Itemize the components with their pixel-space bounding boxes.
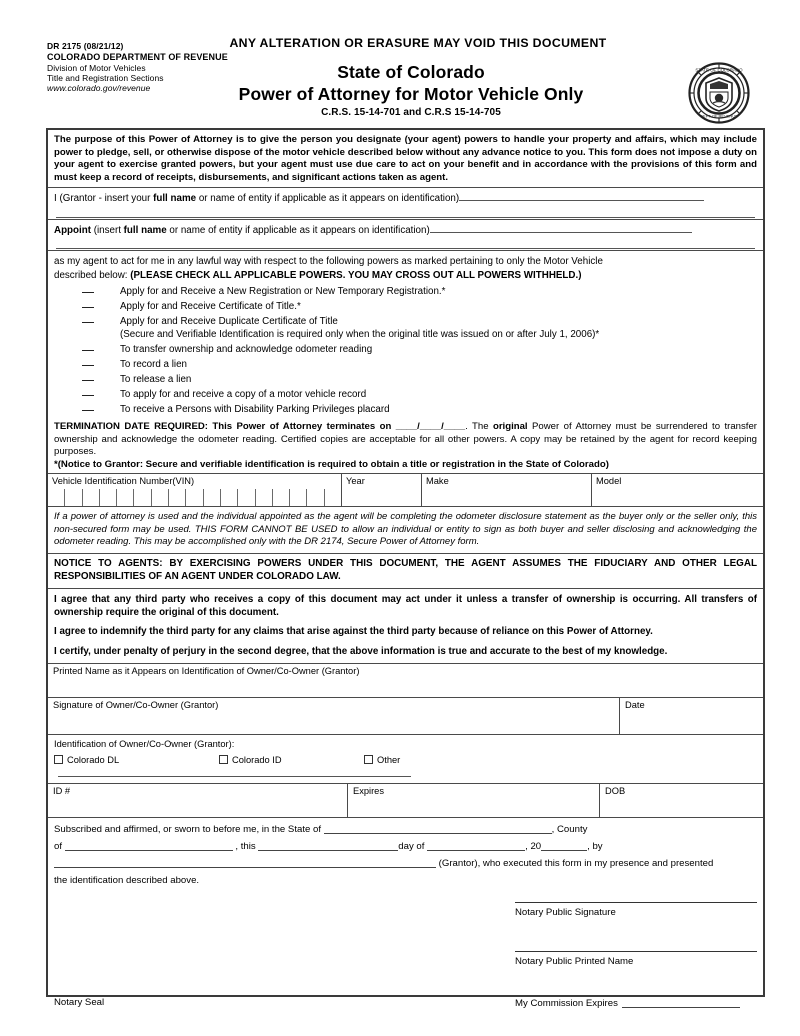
checkbox-box-icon[interactable] <box>54 755 63 764</box>
notary-this-label: , this <box>235 841 256 853</box>
grantor-name-prompt <box>54 191 757 206</box>
notary-line-4: the identification described above. <box>54 874 200 886</box>
identification-details-row <box>48 783 763 818</box>
grantor-prompt-prefix: I (Grantor - insert your <box>54 193 154 205</box>
page-subtitle: Power of Attorney for Motor Vehicle Only <box>238 84 584 104</box>
make-cell[interactable] <box>422 474 592 506</box>
appoint-prompt-mid: or name of entity if applicable as it appears on identification) <box>166 224 430 236</box>
power-note-label: (Secure and Verifiable Identification is required only when the original title was issued on or after July 1, 2006)* <box>120 328 600 340</box>
notary-county-input[interactable] <box>65 839 233 851</box>
power-label: Apply for and Receive Certificate of Title.* <box>120 300 301 312</box>
power-check-blank[interactable] <box>82 322 94 323</box>
alteration-notice: ANY ALTERATION OR ERASURE MAY VOID THIS DOCUMENT <box>229 36 607 50</box>
notary-commission-input[interactable] <box>622 996 740 1008</box>
notary-state-prompt: Subscribed and affirmed, or sworn to before me, in the State of <box>54 824 321 836</box>
termination-label: TERMINATION DATE REQUIRED: This Power of Attorney terminates on <box>54 421 392 433</box>
grantor-name-input-line-1[interactable] <box>459 191 704 201</box>
purpose-section <box>48 130 763 187</box>
agent-intro-line1: as my agent to act for me in any lawful way with respect to the following powers as marked pertaining to only the Motor Vehicle <box>54 256 603 268</box>
power-check-blank[interactable] <box>82 307 94 308</box>
notary-state-input[interactable] <box>324 822 552 834</box>
notary-year-prefix: , 20 <box>525 841 542 853</box>
svg-text:DEPT OF REVENUE: DEPT OF REVENUE <box>700 113 738 119</box>
power-item[interactable] <box>54 342 757 357</box>
signature-label: Signature of Owner/Co-Owner (Grantor) <box>53 699 219 710</box>
signature-date-field[interactable] <box>620 698 763 734</box>
power-item[interactable] <box>54 314 757 329</box>
appointee-name-input-line-2[interactable] <box>56 238 755 249</box>
notary-line-1 <box>54 822 757 839</box>
checkbox-other[interactable] <box>364 755 400 765</box>
year-cell[interactable] <box>342 474 422 506</box>
power-item[interactable] <box>54 284 757 299</box>
power-label: To release a lien <box>120 373 192 385</box>
statute-reference: C.R.S. 15-14-701 and C.R.S 15-14-705 <box>321 107 501 118</box>
termination-date-blanks[interactable]: ____/____/____ <box>395 421 466 433</box>
svg-text:STATE OF COLORADO: STATE OF COLORADO <box>695 67 743 73</box>
power-label: Apply for and Receive Duplicate Certificate of Title <box>120 315 338 327</box>
notice-to-agents-section <box>48 553 763 588</box>
printed-name-row <box>48 663 763 697</box>
vin-character-boxes[interactable] <box>48 489 341 506</box>
model-cell[interactable] <box>592 474 763 506</box>
checkbox-colorado-dl[interactable] <box>54 754 219 767</box>
power-check-blank[interactable] <box>82 365 94 366</box>
agreement-paragraph: I agree to indemnify the third party for any claims that arise against the third party because of reliance on this Power of Attorney. <box>54 626 653 638</box>
power-item-note <box>54 329 757 342</box>
checkbox-other-label: Other <box>377 754 401 765</box>
power-label: To record a lien <box>120 358 187 370</box>
notary-grantor-suffix: (Grantor), who executed this form in my presence and presented <box>438 858 714 870</box>
notary-year-input[interactable] <box>541 839 587 851</box>
checkbox-colorado-id[interactable] <box>219 754 364 767</box>
agent-intro-line2 <box>54 269 757 283</box>
notary-commission-expires <box>515 994 757 1013</box>
dob-label: DOB <box>605 786 626 797</box>
department-name: COLORADO DEPARTMENT OF REVENUE <box>47 52 228 63</box>
power-item[interactable] <box>54 387 757 402</box>
notary-dayof-label: day of <box>398 841 425 853</box>
model-label: Model <box>596 476 622 487</box>
notary-seal-label: Notary Seal <box>54 996 105 1008</box>
appointee-name-input-line-1[interactable] <box>430 223 692 233</box>
power-label: Apply for and Receive a New Registration or New Temporary Registration.* <box>120 285 446 297</box>
year-label: Year <box>346 476 365 487</box>
power-check-blank[interactable] <box>82 380 94 381</box>
division-name: Division of Motor Vehicles <box>47 62 146 73</box>
power-check-blank[interactable] <box>82 395 94 396</box>
make-label: Make <box>426 476 449 487</box>
signature-field[interactable] <box>48 698 620 734</box>
other-identification-input[interactable] <box>58 767 411 777</box>
termination-original-bold: original <box>492 421 528 433</box>
termination-after-1: . The <box>465 421 493 433</box>
checkbox-box-icon[interactable] <box>364 755 373 764</box>
identification-section <box>48 734 763 783</box>
power-item[interactable] <box>54 402 757 417</box>
printed-name-label: Printed Name as it Appears on Identification of Owner/Co-Owner (Grantor) <box>53 665 360 676</box>
notary-grantor-input[interactable] <box>54 856 436 868</box>
odometer-notice-section <box>48 507 763 553</box>
id-expires-field[interactable] <box>348 784 600 817</box>
grantor-name-input-line-2[interactable] <box>56 207 755 218</box>
power-check-blank[interactable] <box>82 350 94 351</box>
page-title: State of Colorado <box>337 62 485 82</box>
power-item[interactable] <box>54 357 757 372</box>
grantor-secure-id-notice: *(Notice to Grantor: Secure and verifiable identification is required to obtain a title or registration in the State of Colorado) <box>54 458 609 470</box>
grantor-name-section <box>48 187 763 218</box>
notary-section <box>48 818 763 1015</box>
notary-line-3 <box>54 856 757 873</box>
power-item[interactable] <box>54 372 757 387</box>
sections-name: Title and Registration Sections <box>47 72 164 83</box>
powers-section <box>48 250 763 473</box>
power-label: To apply for and receive a copy of a motor vehicle record <box>120 388 367 400</box>
powers-list <box>54 284 757 417</box>
checkbox-colorado-dl-label: Colorado DL <box>67 754 120 765</box>
power-item[interactable] <box>54 299 757 314</box>
identification-label: Identification of Owner/Co-Owner (Grantor): <box>54 738 235 749</box>
appoint-prompt <box>54 223 757 238</box>
colorado-state-seal-icon <box>688 62 750 124</box>
power-label: To receive a Persons with Disability Parking Privileges placard <box>120 403 390 415</box>
agent-intro-line2-bold: (PLEASE CHECK ALL APPLICABLE POWERS. YOU MAY CROSS OUT ALL POWERS WITHHELD.) <box>130 269 582 281</box>
appoint-prompt-text: (insert <box>91 224 124 236</box>
checkbox-box-icon[interactable] <box>219 755 228 764</box>
agreement-paragraph: I certify, under penalty of perjury in the second degree, that the above information is true and accurate to the best of my knowledge. <box>54 646 668 658</box>
id-number-label: ID # <box>53 786 71 797</box>
id-expires-label: Expires <box>353 786 385 797</box>
agency-website: www.colorado.gov/revenue <box>47 82 151 93</box>
form-body-frame <box>46 128 765 1010</box>
vehicle-info-row <box>48 473 763 507</box>
notary-day-input[interactable] <box>258 839 398 851</box>
notice-to-agents-text: NOTICE TO AGENTS: BY EXERCISING POWERS UNDER THIS DOCUMENT, THE AGENT ASSUMES THE FIDUCIARY AND OTHER LEGAL RESPONSIBILITIES OF AN AGENT UNDER COLORADO LAW. <box>54 557 757 582</box>
notary-commission-label: My Commission Expires <box>515 998 618 1010</box>
notary-by-label: , by <box>587 841 603 853</box>
appoint-section <box>48 219 763 250</box>
checkbox-colorado-id-label: Colorado ID <box>232 754 282 765</box>
power-label: To transfer ownership and acknowledge odometer reading <box>120 343 373 355</box>
power-check-blank[interactable] <box>82 410 94 411</box>
notary-signature-label: Notary Public Signature <box>515 907 616 919</box>
power-check-blank[interactable] <box>82 292 94 293</box>
termination-after-2: Power of Attorney must be surrendered to transfer ownership and acknowledge the odometer reading. Certified copies are acceptable for all other powers. A copy may be retained by the agent for record keeping purposes. <box>54 421 757 458</box>
notary-county-suffix: , County <box>551 824 588 836</box>
notary-of-label: of <box>54 841 63 853</box>
notary-printed-name-label: Notary Public Printed Name <box>515 956 634 968</box>
grantor-prompt-mid: or name of entity if applicable as it appears on identification) <box>196 193 460 205</box>
notary-signature-block <box>515 901 757 1012</box>
odometer-notice-text: If a power of attorney is used and the individual appointed as the agent will be completing the odometer disclosure statement as the buyer only or the seller only, this non-secured form may be used. THIS FORM CANNOT BE USED to allow an individual or entity to sign as both buyer and seller disclosing and acknowledging the odometer reading. This may be accomplished only with the DR 2174, Secure Power of Attorney form. <box>54 511 757 548</box>
printed-name-field[interactable] <box>48 664 763 697</box>
id-number-field[interactable] <box>48 784 348 817</box>
notary-line-2 <box>54 839 757 856</box>
notary-month-input[interactable] <box>427 839 525 851</box>
vin-label: Vehicle Identification Number(VIN) <box>52 476 195 487</box>
appoint-prompt-bold: full name <box>123 224 167 236</box>
identification-options <box>54 754 757 781</box>
purpose-paragraph: The purpose of this Power of Attorney is to give the person you designate (your agent) powers to handle your property and affairs, which may include power to pledge, sell, or otherwise dispose of the motor vehicle described below without any advance notice to you. This form does not impose a duty on your agent to exercise granted powers, but your agent must use due care to act on your benefit and in accordance with the provisions of this form and must keep a record of receipts, disbursements, and significant actions taken as agent. <box>54 134 757 183</box>
agent-intro-line2-prefix: described below: <box>54 269 131 281</box>
appoint-label: Appoint <box>54 224 91 236</box>
document-header <box>0 0 800 122</box>
vin-cell[interactable] <box>48 474 342 506</box>
signature-row <box>48 697 763 734</box>
termination-paragraph <box>54 421 757 459</box>
dob-field[interactable] <box>600 784 763 817</box>
grantor-prompt-bold: full name <box>153 193 197 205</box>
signature-date-label: Date <box>625 699 645 710</box>
agreement-paragraph: I agree that any third party who receives a copy of this document may act under it unless a transfer of ownership is occurring. All transfers of ownership require the original of this document. <box>54 593 757 618</box>
form-id: DR 2175 (08/21/12) <box>47 41 124 51</box>
agreements-section <box>48 588 763 663</box>
